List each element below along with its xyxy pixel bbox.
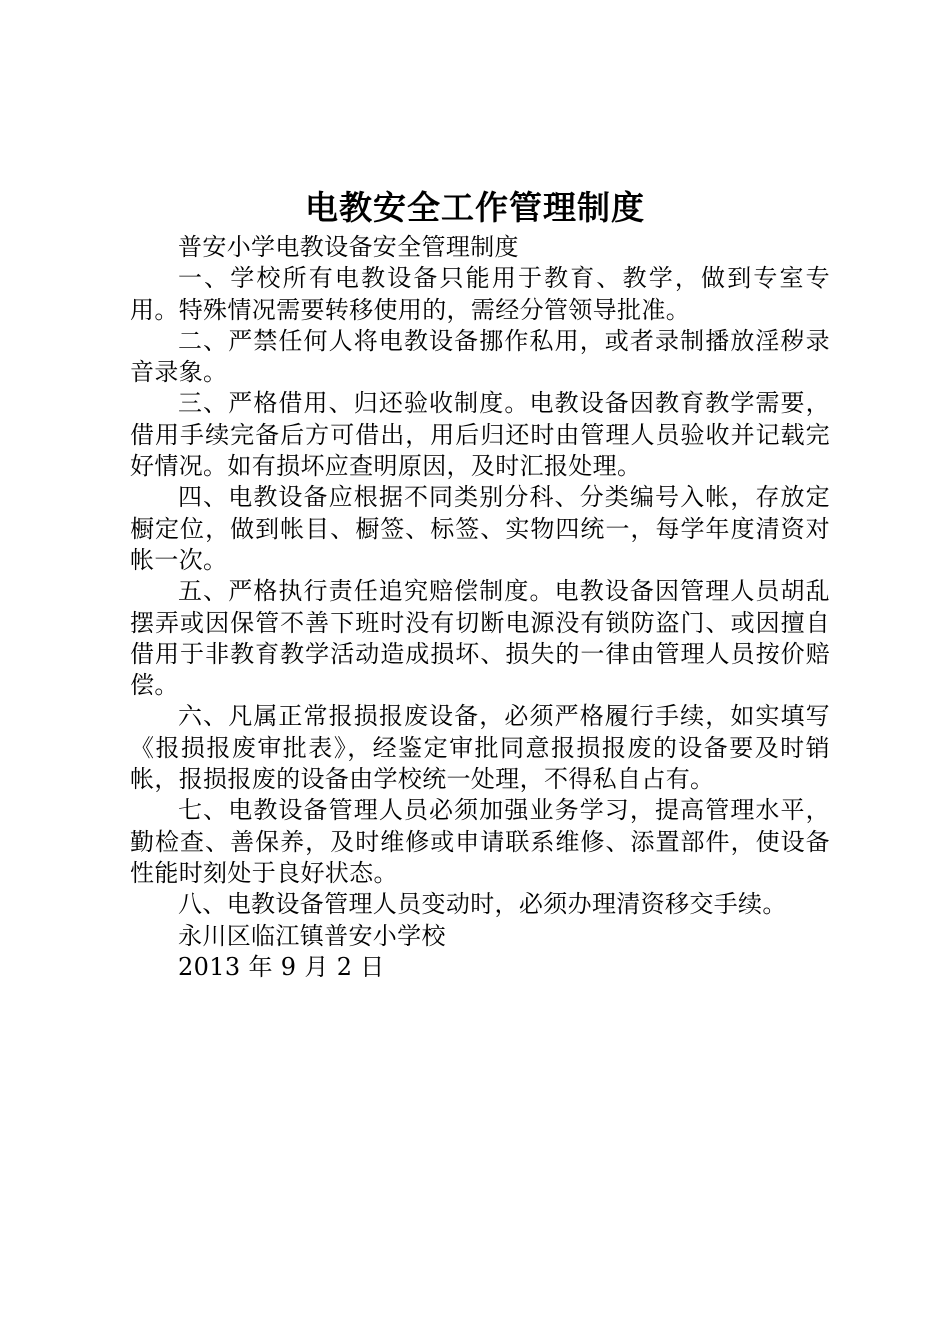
rule-paragraph-8: 八、电教设备管理人员变动时，必须办理清资移交手续。 xyxy=(178,890,787,919)
document-subtitle: 普安小学电教设备安全管理制度 xyxy=(178,233,519,261)
rule-paragraph-6: 六、凡属正常报损报废设备，必须严格履行手续，如实填写《报损报废审批表》，经鉴定审批同意报损报废的设备要及时销帐，报损报废的设备由学校统一处理，不得私自占有。 xyxy=(130,702,830,794)
rule-paragraph-7: 七、电教设备管理人员必须加强业务学习，提高管理水平，勤检查、善保养，及时维修或申请联系维修、添置部件，使设备性能时刻处于良好状态。 xyxy=(130,796,830,887)
rule-paragraph-4: 四、电教设备应根据不同类别分科、分类编号入帐，存放定橱定位，做到帐目、橱签、标签、实物四统一，每学年度清资对帐一次。 xyxy=(130,483,830,574)
document-date: 2013 年 9 月 2 日 xyxy=(178,952,385,981)
document-body xyxy=(130,232,830,983)
document-title: 电教安全工作管理制度 xyxy=(305,188,645,227)
rule-paragraph-3: 三、严格借用、归还验收制度。电教设备因教育教学需要，借用手续完备后方可借出，用后归还时由管理人员验收并记载完好情况。如有损坏应查明原因，及时汇报处理。 xyxy=(130,389,830,481)
rule-paragraph-5: 五、严格执行责任追究赔偿制度。电教设备因管理人员胡乱摆弄或因保管不善下班时没有切断电源没有锁防盗门、或因擅自借用于非教育教学活动造成损坏、损失的一律由管理人员按价赔偿。 xyxy=(130,577,830,700)
rule-paragraph-1: 一、学校所有电教设备只能用于教育、教学，做到专室专用。特殊情况需要转移使用的，需经分管领导批准。 xyxy=(130,264,830,324)
organization-name: 永川区临江镇普安小学校 xyxy=(178,921,446,950)
rule-paragraph-2: 二、严禁任何人将电教设备挪作私用，或者录制播放淫秽录音录象。 xyxy=(130,326,830,387)
